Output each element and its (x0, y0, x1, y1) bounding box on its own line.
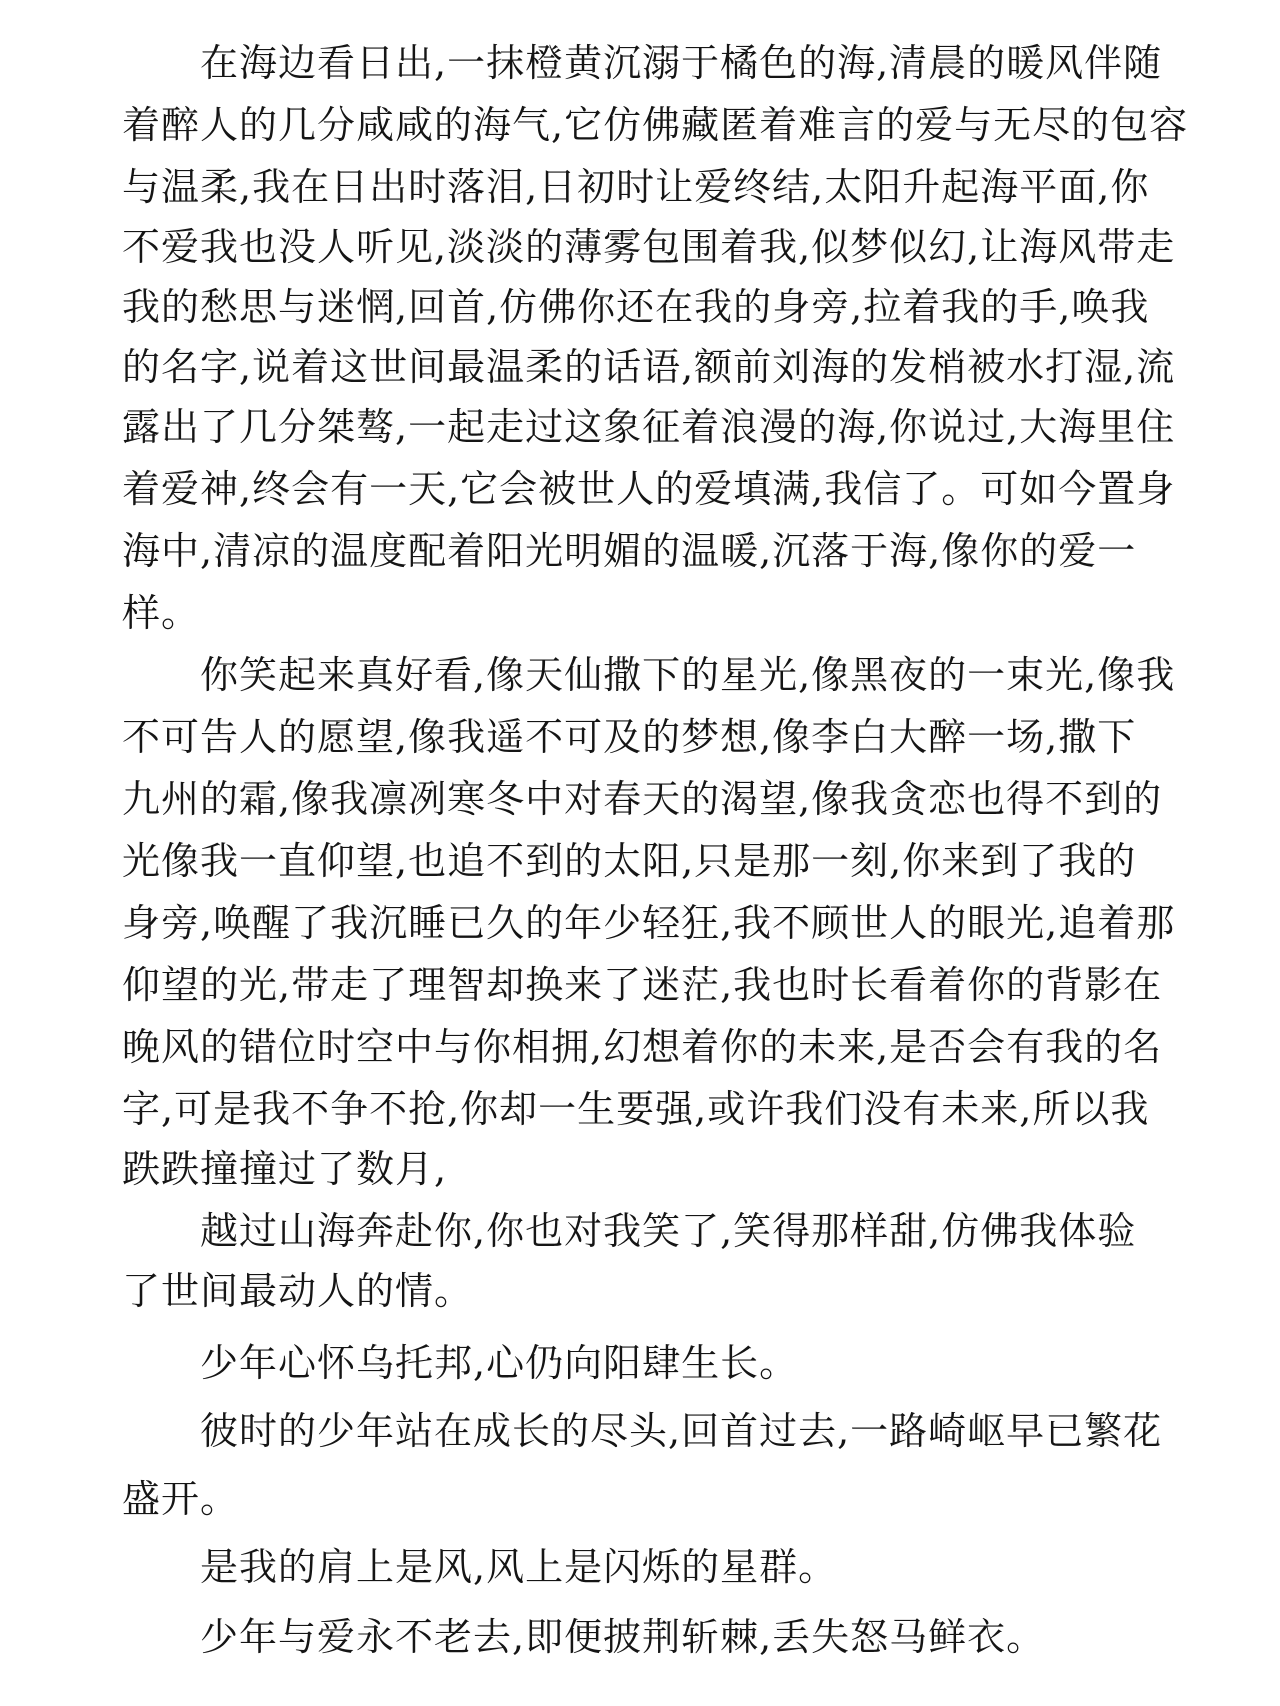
text-line: 海中,清凉的温度配着阳光明媚的温暖,沉落于海,像你的爱一 (122, 529, 1137, 573)
text-line: 你笑起来真好看,像天仙撒下的星光,像黑夜的一束光,像我 (200, 653, 1176, 697)
text-line: 仰望的光,带走了理智却换来了迷茫,我也时长看着你的背影在 (122, 963, 1163, 1007)
text-line: 与温柔,我在日出时落泪,日初时让爱终结,太阳升起海平面,你 (122, 165, 1150, 209)
text-line: 越过山海奔赴你,你也对我笑了,笑得那样甜,仿佛我体验 (200, 1209, 1137, 1253)
text-line: 彼时的少年站在成长的尽头,回首过去,一路崎岖早已繁花 (200, 1409, 1163, 1453)
text-line: 字,可是我不争不抢,你却一生要强,或许我们没有未来,所以我 (122, 1087, 1150, 1131)
text-line: 盛开。 (122, 1477, 240, 1521)
text-line: 不可告人的愿望,像我遥不可及的梦想,像李白大醉一场,撒下 (122, 715, 1137, 759)
text-line: 着爱神,终会有一天,它会被世人的爱填满,我信了。可如今置身 (122, 467, 1176, 511)
text-line: 在海边看日出,一抹橙黄沉溺于橘色的海,清晨的暖风伴随 (200, 41, 1163, 85)
text-line: 不爱我也没人听见,淡淡的薄雾包围着我,似梦似幻,让海风带走 (122, 225, 1176, 269)
text-line: 样。 (122, 591, 201, 635)
text-line: 九州的霜,像我凛冽寒冬中对春天的渴望,像我贪恋也得不到的 (122, 777, 1163, 821)
text-line: 少年与爱永不老去,即便披荆斩棘,丢失怒马鲜衣。 (200, 1615, 1046, 1659)
text-line: 是我的肩上是风,风上是闪烁的星群。 (200, 1545, 838, 1589)
text-line: 我的愁思与迷惘,回首,仿佛你还在我的身旁,拉着我的手,唤我 (122, 285, 1150, 329)
text-line: 着醉人的几分咸咸的海气,它仿佛藏匿着难言的爱与无尽的包容 (122, 103, 1189, 147)
text-line: 晚风的错位时空中与你相拥,幻想着你的未来,是否会有我的名 (122, 1025, 1163, 1069)
text-line: 少年心怀乌托邦,心仍向阳肆生长。 (200, 1341, 799, 1385)
text-line: 光像我一直仰望,也追不到的太阳,只是那一刻,你来到了我的 (122, 839, 1137, 883)
text-line: 跌跌撞撞过了数月, (122, 1147, 448, 1191)
text-line: 了世间最动人的情。 (122, 1269, 474, 1313)
text-line: 身旁,唤醒了我沉睡已久的年少轻狂,我不顾世人的眼光,追着那 (122, 901, 1176, 945)
text-line: 的名字,说着这世间最温柔的话语,额前刘海的发梢被水打湿,流 (122, 345, 1176, 389)
text-line: 露出了几分桀骜,一起走过这象征着浪漫的海,你说过,大海里住 (122, 405, 1176, 449)
